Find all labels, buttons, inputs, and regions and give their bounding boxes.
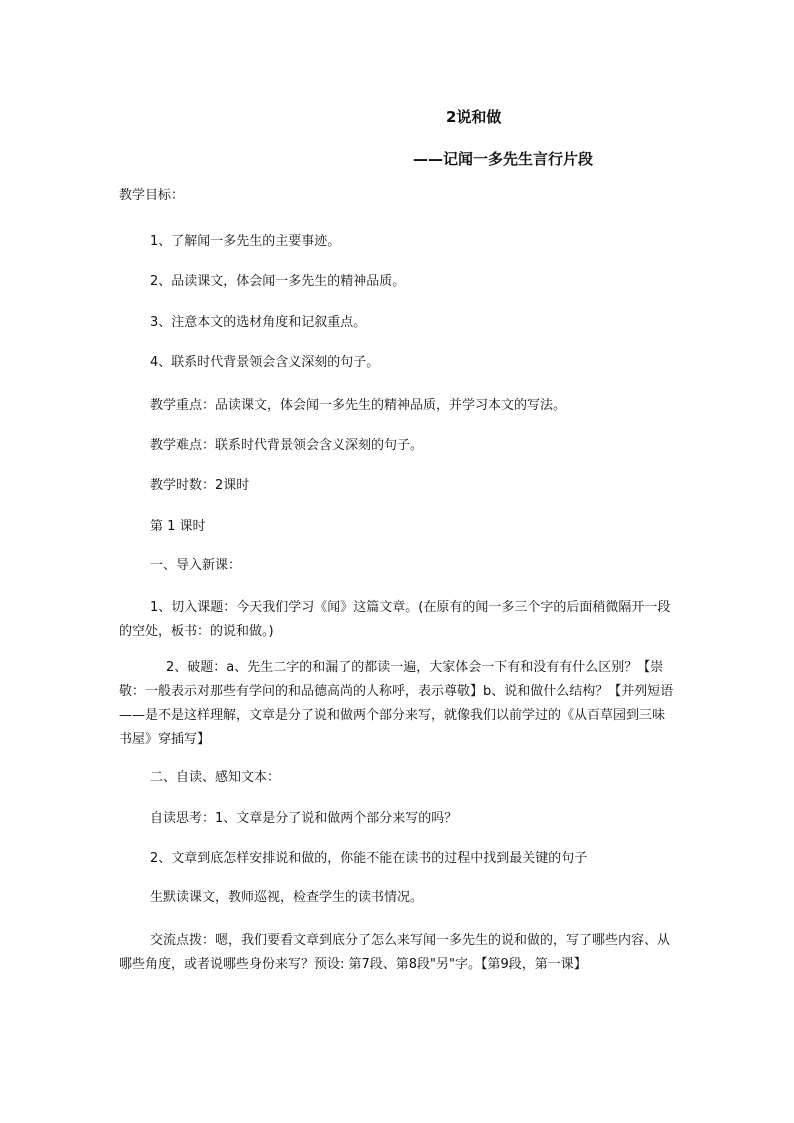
document-subtitle: ——记闻一多先生言行片段 bbox=[413, 150, 594, 168]
think-question: 自读思考：1、文章是分了说和做两个部分来写的吗？ bbox=[150, 811, 458, 826]
difficulty: 教学难点：联系时代背景领会含义深刻的句子。 bbox=[150, 438, 424, 453]
section-heading: 一、导入新课： bbox=[150, 558, 242, 573]
objective-item: 1、了解闻一多先生的主要事迹。 bbox=[150, 234, 341, 249]
objectives-heading: 教学目标： bbox=[119, 188, 185, 203]
section-heading: 二、自读、感知文本： bbox=[150, 770, 281, 785]
lesson-label: 第 1 课时 bbox=[150, 519, 206, 534]
objective-item: 2、品读课文，体会闻一多先生的精神品质。 bbox=[150, 274, 406, 289]
key-point: 教学重点：品读课文，体会闻一多先生的精神品质，并学习本文的写法。 bbox=[150, 398, 567, 413]
objective-item: 3、注意本文的选材角度和记叙重点。 bbox=[150, 315, 367, 330]
exchange-paragraph: 交流点拨：嗯，我们要看文章到底分了怎么来写闻一多先生的说和做的，写了哪些内容、从哪些角度，或者说哪些身份来写？预设: 第7段、第8段"另"字。【第9段，第一课】 bbox=[119, 933, 671, 972]
intro-paragraph: 2、破题：a、先生二字的和漏了的都读一遍，大家体会一下有和没有有什么区别？【崇敬：一般表示对那些有学问的和品德高尚的人称呼，表示尊敬】b、说和做什么结构？【并列短语——是不是这样理解，文章是分了说和做两个部分来写，就像我们以前学过的《从百草园到三味书屋》穿插写】 bbox=[119, 660, 674, 747]
document-title: 2说和做 bbox=[446, 108, 502, 126]
think-question: 2、文章到底怎样安排说和做的，你能不能在读书的过程中找到最关键的句子 bbox=[150, 851, 588, 866]
teaching-hours: 教学时数：2课时 bbox=[150, 478, 250, 493]
objective-item: 4、联系时代背景领会含义深刻的句子。 bbox=[150, 355, 380, 370]
intro-paragraph: 1、切入课题：今天我们学习《闻》这篇文章。(在原有的闻一多三个字的后面稍微隔开一段的空处，板书：的说和做。) bbox=[119, 600, 671, 639]
silent-reading: 生默读课文，教师巡视，检查学生的读书情况。 bbox=[150, 890, 424, 905]
